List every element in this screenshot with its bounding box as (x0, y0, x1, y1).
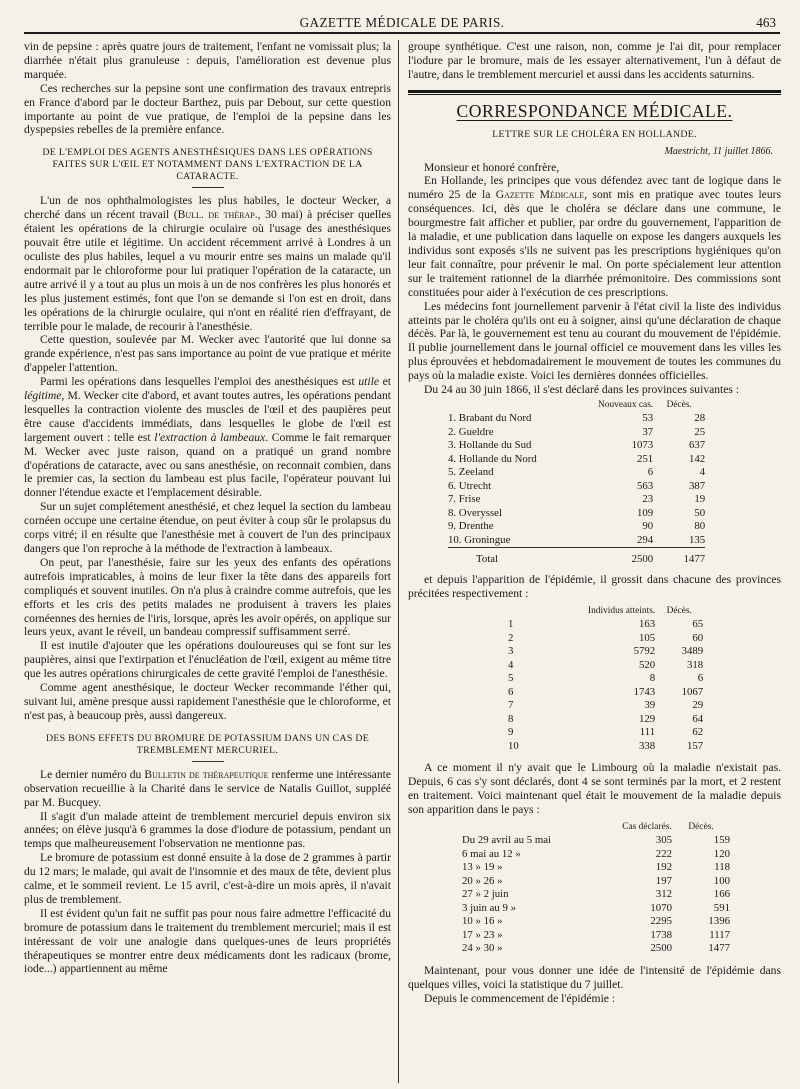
table-row (508, 632, 703, 646)
table-row (448, 412, 705, 426)
table-header-cell: Individus atteints. (588, 605, 656, 616)
row-number: 4 (508, 658, 514, 671)
table-row (448, 480, 705, 494)
period-cell: 6 mai au 12 » (462, 847, 521, 860)
deaths-cell: 50 (694, 506, 706, 519)
correspondence-title: CORRESPONDANCE MÉDICALE. (456, 100, 733, 121)
right-column (408, 40, 781, 1085)
deaths-cell: 60 (692, 631, 704, 644)
table-row (508, 686, 703, 700)
province-name: 4. Hollande du Nord (448, 452, 537, 465)
page-number: 463 (756, 15, 776, 30)
deaths-cell: 637 (689, 439, 706, 452)
table-row (462, 834, 730, 848)
deaths-cell: 166 (713, 888, 730, 901)
table-row (508, 713, 703, 727)
deaths-cell: 29 (692, 699, 704, 712)
table-header-row (462, 821, 730, 835)
deaths-cell: 1117 (709, 928, 730, 941)
cases-cell: 192 (655, 861, 672, 874)
cases-cell: 105 (638, 631, 656, 644)
table-row (462, 915, 730, 929)
emphasis: légitime (24, 389, 62, 403)
table-row (448, 534, 705, 548)
table-row (508, 726, 703, 740)
table-row (508, 740, 703, 754)
deaths-cell: 62 (692, 726, 704, 739)
cases-cell: 520 (638, 658, 656, 671)
table-row (448, 453, 705, 467)
salutation: Monsieur et honoré confrère, (424, 160, 560, 174)
row-number: 1 (508, 618, 514, 631)
table-row (462, 848, 730, 862)
period-cell: 20 » 26 » (462, 874, 503, 887)
table-row (462, 861, 730, 875)
cases-cell: 2500 (650, 942, 672, 955)
table-row (508, 659, 703, 673)
text-run: , 30 mai) à préciser quelles étaient les opérations de la chirurgie oculaire où l'usage des anesthésiques pouvait être utile et légitime. Un accident récemment arrivé à Londres à un oculiste des plus habiles, lequel a vu mourir entre ses mains un malade qu'il endormait par le chloroforme pour lui pratiquer l'opération de la cataracte, un autre arrivé il y a tout au plus un mois à un de nos confrères les plus honorés et les plus justement estimés, font que l'on se demande si l'on est en droit, dans les opérations de la chirurgie oculaire, qui n'ont en réalité rien d'effrayant, de terrible pour le malade, de recourir à l'anesthésie. (24, 208, 391, 333)
table-row (448, 520, 705, 534)
deaths-cell: 1477 (708, 942, 730, 955)
individuals-table (508, 605, 703, 754)
paragraph: Du 24 au 30 juin 1866, il s'est déclaré dans les provinces suivantes : (424, 383, 740, 397)
cases-cell: 1738 (650, 928, 672, 941)
cases-cell: 294 (637, 533, 654, 546)
table-row (508, 645, 703, 659)
table-row (508, 699, 703, 713)
row-number: 6 (508, 685, 514, 698)
section-rule-thin (408, 94, 781, 95)
cases-cell: 163 (638, 618, 656, 631)
table-header-cell: Nouveaux cas. (598, 399, 654, 410)
province-name: 1. Brabant du Nord (448, 412, 532, 425)
cases-cell: 111 (639, 726, 656, 739)
province-name: 9. Drenthe (448, 520, 494, 533)
deaths-cell: 1396 (708, 915, 730, 928)
paragraph: groupe synthétique. C'est une raison, non, comme je l'ai dit, pour remplacer l'iodure par le bromure, mais de les essayer alternativement, l'un à défaut de l'autre, dans le tremblement mercuriel et aussi dans les accidents saturnins. (408, 40, 781, 81)
province-name: 3. Hollande du Sud (448, 439, 532, 452)
deaths-cell: 159 (713, 834, 730, 847)
table-row (462, 929, 730, 943)
paragraph: Cette question, soulevée par M. Wecker avec l'autorité que lui donne sa grande expérience, n'est pas sans importance au point de vue pratique et mérite d'appeler l'attention. (24, 333, 391, 375)
deaths-cell: 142 (689, 452, 706, 465)
paragraph: Il est inutile d'ajouter que les opérations douloureuses qui se font sur les paupières, ainsi que l'extirpation et l'énucléation de l'œil, exigent au même titre que les autres opérations chirurgicales de cette gravité l'emploi de l'anesthésie. (24, 639, 391, 681)
text-run: Parmi les opérations dans lesquelles l'emploi des anesthésiques est (40, 375, 359, 389)
text-run: . Comme le fait remarquer M. Wecker avec juste raison, quand on a pratiqué un grand nombre d'opérations de cataracte, avec ou sans anesthésie, on reconnait combien, dans le premier cas, la section du lambeau est plus facile, l'opérateur pouvant lui donner l'étendue exacte et l'emplacement désirable. (24, 430, 391, 500)
row-number: 7 (508, 699, 514, 712)
text-run: , sont mis en pratique avec toutes leurs conséquences. Ici, dès que le choléra se déclare dans une commune, le bourgmestre fait afficher et publier, par ordre du gouvernement, l'apparition de la maladie, et une publication dans laquelle on expose les dangers auxquels les individus sont exposés s'ils ne suivent pas les prescriptions hygiéniques qu'on leur fait connaître, pour prévenir le mal. On porte spécialement leur attention sur le traitement rationnel de la diarrhée prémonitoire. Des commissions sont constituées pour aider à l'exécution de ces prescriptions. (408, 188, 781, 299)
province-name: 7. Frise (448, 493, 481, 506)
left-column (24, 40, 391, 1085)
deaths-cell: 135 (689, 533, 706, 546)
total-row (448, 548, 705, 567)
cases-cell: 8 (649, 672, 656, 685)
cases-cell: 53 (642, 412, 654, 425)
table-row (462, 875, 730, 889)
deaths-cell: 25 (694, 425, 706, 438)
section-heading-anesthetics (24, 147, 391, 188)
total-cases: 2500 (598, 548, 653, 567)
deaths-cell: 6 (697, 672, 704, 685)
deaths-cell: 3489 (681, 645, 704, 658)
province-name: 2. Gueldre (448, 425, 494, 438)
paragraph (24, 768, 391, 810)
table-header-cell: Décès. (666, 399, 692, 410)
deaths-cell: 65 (692, 618, 704, 631)
journal-title: GAZETTE MÉDICALE DE PARIS. (299, 15, 505, 30)
deaths-cell: 28 (694, 412, 706, 425)
cases-cell: 90 (642, 520, 654, 533)
table-header-cell: Décès. (666, 605, 692, 616)
text-run: renferme une intéressante observation recueillie à la Charité dans le service de Natalis Guillot, suppléé par M. Bucquey. (24, 767, 391, 809)
deaths-cell: 157 (686, 739, 704, 752)
deaths-cell: 387 (689, 479, 706, 492)
section-heading-text: DE L'EMPLOI DES AGENTS ANESTHÉSIQUES DANS LES OPÉRATIONS FAITES SUR L'ŒIL ET NOTAMMENT DANS L'EXTRACTION DE LA CATARACTE. (42, 147, 373, 183)
total-label: Total (448, 548, 598, 567)
deaths-cell: 100 (713, 874, 730, 887)
row-number: 10 (508, 739, 519, 752)
period-cell: 17 » 23 » (462, 928, 503, 941)
paragraph: Maintenant, pour vous donner une idée de l'intensité de l'épidémie dans quelques villes, voici la statistique du 7 juillet. (408, 963, 781, 991)
table-row (462, 942, 730, 956)
table-header-cell (448, 399, 598, 413)
paragraph: Il est évident qu'un fait ne suffit pas pour nous faire admettre l'efficacité du bromure de potassium dans le traitement du tremblement mercuriel; mais il est intéressant de voir une analogie dans quelques-unes de leurs propriétés thérapeutiques se montrer entre deux médicaments dont les radicaux (brome, iode...) appartiennent au même (24, 906, 391, 976)
table-row (448, 493, 705, 507)
province-name: 10. Groningue (448, 533, 511, 546)
page-header (24, 10, 780, 34)
dateline: Maestricht, 11 juillet 1866. (664, 145, 773, 157)
period-cell: 10 » 16 » (462, 915, 503, 928)
cases-cell: 563 (637, 479, 654, 492)
paragraph: Ces recherches sur la pepsine sont une confirmation des travaux entrepris en France d'abord par le docteur Barthez, puis par Debout, sur cette question importante au point de vue pratique, de l'emploi de la pepsine dans les dyspepsies rebelles de la première enfance. (24, 81, 391, 137)
cases-cell: 23 (642, 493, 654, 506)
period-cell: Du 29 avril au 5 mai (462, 834, 552, 847)
row-number: 2 (508, 631, 514, 644)
table-header-cell (462, 821, 622, 835)
cases-cell: 197 (655, 874, 672, 887)
total-deaths: 1477 (653, 548, 705, 567)
cases-cell: 338 (638, 739, 656, 752)
table-header-cell (508, 605, 588, 619)
paragraph: Comme agent anesthésique, le docteur Wecker recommande l'éther qui, suivant lui, amène presque aussi rapidement l'anesthésie que le chloroforme, et n'est pas, à beaucoup près, aussi dangereux. (24, 681, 391, 722)
cases-cell: 129 (638, 712, 656, 725)
table-row (508, 672, 703, 686)
row-number: 8 (508, 712, 514, 725)
cases-cell: 1073 (631, 439, 654, 452)
citation: Gazette Médicale (495, 188, 585, 202)
period-cell: 27 » 2 juin (462, 888, 509, 901)
cases-cell: 5792 (633, 645, 656, 658)
cases-cell: 2295 (650, 915, 672, 928)
cases-cell: 6 (647, 466, 654, 479)
period-cell: 3 juin au 9 » (462, 901, 516, 914)
paragraph: Depuis le commencement de l'épidémie : (424, 991, 616, 1005)
table-row (448, 426, 705, 440)
table-header-row (448, 399, 705, 413)
citation: Bulletin de thérapeutique (144, 767, 269, 781)
heading-rule (192, 761, 224, 762)
deaths-cell: 64 (692, 712, 704, 725)
paragraph: vin de pepsine : après quatre jours de traitement, l'enfant ne vomissait plus; la diarrhée n'était plus granuleuse : depuis, l'amélioration est devenue plus marquée. (24, 40, 391, 81)
provinces-table (448, 399, 705, 567)
deaths-cell: 80 (694, 520, 706, 533)
deaths-cell: 318 (686, 658, 704, 671)
paragraph: A ce moment il n'y avait que le Limbourg où la maladie n'existait pas. Depuis, 6 cas s'y sont déclarés, dont 4 se sont terminés par la mort, et 2 restent en traitement. Voici maintenant quel était le mouvement de la maladie depuis son apparition dans le pays : (408, 761, 781, 816)
table-header-cell: Cas déclarés. (622, 821, 672, 832)
deaths-cell: 19 (694, 493, 706, 506)
epidemic-progress-table (462, 821, 730, 956)
deaths-cell: 591 (713, 901, 730, 914)
emphasis: utile (358, 375, 379, 389)
section-heading-text: DES BONS EFFETS DU BROMURE DE POTASSIUM DANS UN CAS DE TREMBLEMENT MERCURIEL. (46, 732, 369, 756)
cases-cell: 37 (642, 425, 654, 438)
paragraph (24, 194, 391, 333)
heading-rule (192, 187, 224, 188)
period-cell: 24 » 30 » (462, 942, 503, 955)
province-name: 6. Utrecht (448, 479, 492, 492)
province-name: 8. Overyssel (448, 506, 502, 519)
period-cell: 13 » 19 » (462, 861, 503, 874)
deaths-cell: 1067 (681, 685, 704, 698)
text-run: L'un de nos ophthalmologistes les plus habiles, le docteur Wecker, a cherché dans un récent travail ( (24, 194, 391, 222)
table-row (448, 439, 705, 453)
table-header-row (508, 605, 703, 619)
paragraph: et depuis l'apparition de l'épidémie, il grossit dans chacune des provinces précitées respectivement : (408, 572, 781, 600)
table-row (448, 466, 705, 480)
paragraph: Il s'agit d'un malade atteint de tremblement mercuriel depuis environ six années; on élève jusqu'à 6 grammes la dose d'iodure de potassium, pendant un temps que malheureusement l'observation ne mentionne pas. (24, 809, 391, 851)
table-row (448, 507, 705, 521)
table-row (508, 618, 703, 632)
letter-subtitle: LETTRE SUR LE CHOLÉRA EN HOLLANDE. (492, 128, 697, 140)
table-row (462, 888, 730, 902)
province-name: 5. Zeeland (448, 466, 494, 479)
cases-cell: 312 (655, 888, 672, 901)
text-run: , M. Wecker cite d'abord, et avant toutes autres, les opérations pendant lesquelles la contraction violente des muscles de l'œil et des paupières peut être cause d'accidents immédiats, dans lesquelles le globe de l'œil est largement ouvert : telle est (24, 389, 391, 444)
table-header-cell: Décès. (688, 821, 714, 832)
cases-cell: 109 (637, 506, 654, 519)
deaths-cell: 4 (699, 466, 706, 479)
cases-cell: 1070 (650, 901, 672, 914)
section-rule-thick (408, 90, 781, 93)
paragraph: On peut, par l'anesthésie, faire sur les yeux des enfants des opérations autrefois impraticables, à moins de leur fixer la tête dans des appareils fort compliqués et souvent inutiles. On n'a plus à craindre comme autrefois, que les efforts et les cris des petits malades ne produisent à travers les plaies cornéennes des hernies de l'iris, lorsque, après les avoir opérés, on applique sur leurs yeux, avant le réveil, un bandeau compressif suffisamment serré. (24, 555, 391, 639)
deaths-cell: 120 (713, 847, 730, 860)
table-row (462, 902, 730, 916)
text-run: et (378, 375, 391, 389)
cases-cell: 1743 (633, 685, 656, 698)
cases-cell: 39 (644, 699, 656, 712)
text-run: Le dernier numéro du (40, 767, 145, 781)
paragraph (408, 174, 781, 299)
cases-cell: 251 (637, 452, 654, 465)
paragraph: Le bromure de potassium est donné ensuite à la dose de 2 grammes à partir du 12 mars; le malade, qui avait de l'insomnie et des maux de tête, devient plus calme, et le sommeil revient. Le 15 avril, c'est-à-dire un mois après, il n'avait plus de tremblement. (24, 851, 391, 906)
row-number: 5 (508, 672, 514, 685)
cases-cell: 305 (655, 834, 672, 847)
row-number: 9 (508, 726, 514, 739)
text-run: En Hollande, les principes que vous défendez avec tant de logique dans le numéro 25 de la (408, 174, 781, 202)
paragraph (24, 375, 391, 500)
paragraph: Sur un sujet complétement anesthésié, et chez lequel la section du lambeau cornéen occupe une certaine étendue, on peut éviter à coup sûr le prolapsus du corps vitré; il en résulte que l'anesthésie met à couvert de l'un des principaux dangers que l'on reproche à la méthode de l'extraction à lambeaux. (24, 500, 391, 555)
emphasis: l'extraction à lambeaux (154, 430, 266, 444)
citation: Bull. de thérap. (177, 208, 258, 222)
column-divider (398, 40, 399, 1083)
deaths-cell: 118 (714, 861, 730, 874)
row-number: 3 (508, 645, 514, 658)
cases-cell: 222 (655, 847, 672, 860)
section-heading-bromide (24, 733, 391, 762)
paragraph: Les médecins font journellement parvenir à l'état civil la liste des individus atteints par le choléra qu'ils ont eu à soigner, ainsi qu'une déclaration de chaque décès. Par là, le gouvernement est tenu au courant du mouvement de l'épidémie. Il publie journellement dans le journal officiel ce mouvement dans les villes les plus éprouvées et hebdomadairement le mouvement de toutes les communes du pays où la maladie existe. Voici les dernières données officielles. (408, 299, 781, 383)
